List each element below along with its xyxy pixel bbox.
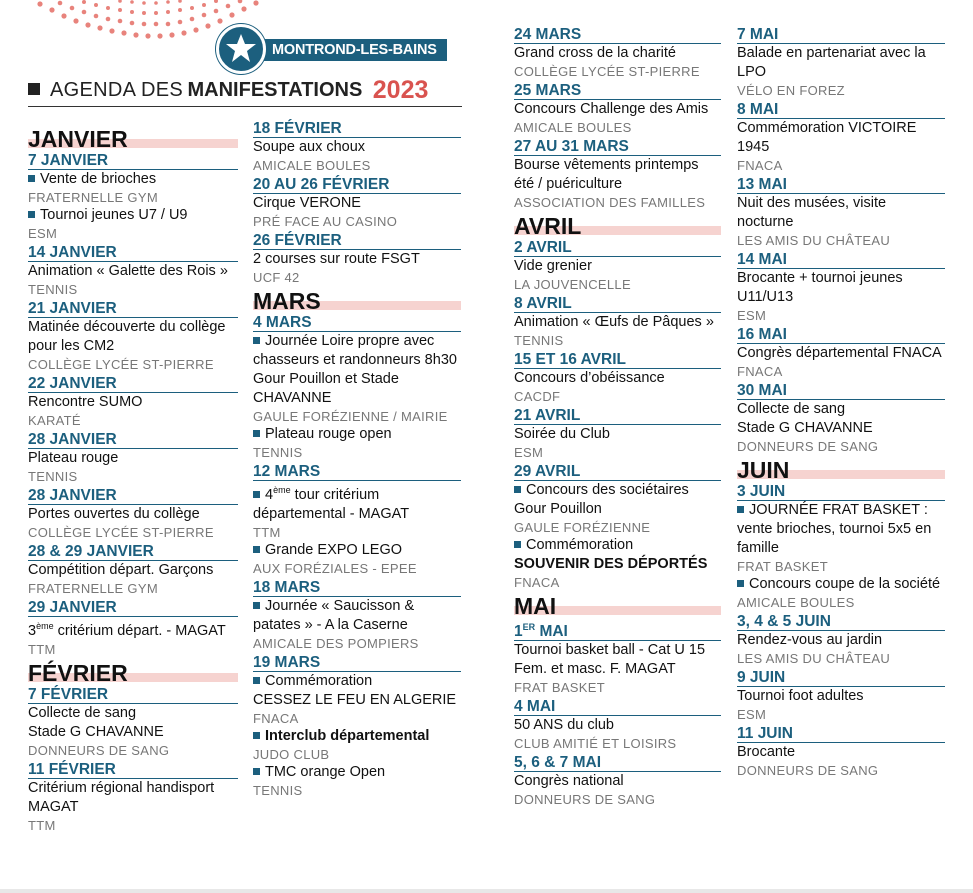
- event-organizer: KARATÉ: [28, 413, 81, 428]
- event-title: Tournoi basket ball - Cat U 15 Fem. et masc. F. MAGAT: [514, 642, 706, 678]
- event-date: 8 AVRIL: [514, 295, 721, 313]
- event-organizer: FRAT BASKET: [737, 559, 828, 574]
- event-title: Tournoi foot adultes: [737, 688, 864, 704]
- event-date: 1ER MAI: [514, 619, 721, 641]
- event-date: 14 MAI: [737, 251, 945, 269]
- bottom-divider: [0, 889, 973, 893]
- bullet-icon: [28, 211, 35, 218]
- event-title: Vente de brioches: [28, 170, 238, 189]
- event-organizer: UCF 42: [253, 270, 300, 285]
- event-date: 4 MAI: [514, 698, 721, 716]
- event-organizer: LES AMIS DU CHÂTEAU: [737, 233, 891, 248]
- event-date: 16 MAI: [737, 326, 945, 344]
- event-title: Rendez-vous au jardin: [737, 632, 883, 648]
- event-title: JOURNÉE FRAT BASKET : vente brioches, tournoi 5x5 en famille: [737, 502, 932, 556]
- event-title: Concours d’obéissance: [514, 370, 665, 386]
- event-title: Balade en partenariat avec la LPO: [737, 45, 926, 80]
- page-title: AGENDA DES MANIFESTATIONS 2023: [28, 76, 462, 107]
- event-date: 11 JUIN: [737, 725, 945, 743]
- event-date: 30 MAI: [737, 382, 945, 400]
- event-title: Concours Challenge des Amis: [514, 101, 709, 117]
- event-date: 14 JANVIER: [28, 244, 238, 262]
- event-date: 19 MARS: [253, 654, 461, 672]
- event-date: 8 MAI: [737, 101, 945, 119]
- event-title: Journée « Saucisson & patates » - A la Caserne: [253, 597, 415, 633]
- event-title: Grand cross de la charité: [514, 45, 676, 61]
- event-title: Nuit des musées, visite nocturne: [737, 195, 887, 230]
- event-title: Grande EXPO LEGO: [253, 541, 461, 560]
- event-title: Animation « Galette des Rois »: [28, 263, 228, 279]
- event-organizer: DONNEURS DE SANG: [28, 742, 170, 758]
- event-date: 7 MAI: [737, 26, 945, 44]
- event-date: 20 AU 26 FÉVRIER: [253, 176, 461, 194]
- bullet-icon: [514, 486, 521, 493]
- event-organizer: TTM: [28, 641, 56, 657]
- event-title: Congrès départemental FNACA: [737, 345, 942, 361]
- event-title: Journée Loire propre avec chasseurs et randonneurs 8h30 Gour Pouillon et Stade CHAVANNE: [253, 333, 457, 406]
- event-title: Interclub départemental: [253, 727, 461, 746]
- event-date: 18 FÉVRIER: [253, 120, 461, 138]
- event-organizer: TENNIS: [28, 282, 78, 297]
- event-organizer: DONNEURS DE SANG: [737, 763, 879, 778]
- event-date: 15 ET 16 AVRIL: [514, 351, 721, 369]
- event-date: 3, 4 & 5 JUIN: [737, 613, 945, 631]
- event-title: Bourse vêtements printemps été / puériculture: [514, 157, 699, 192]
- event-title: Commémoration: [253, 672, 461, 691]
- event-title: Brocante: [737, 744, 796, 760]
- event-date: 24 MARS: [514, 26, 721, 44]
- event-title: 50 ANS du club: [514, 717, 614, 734]
- event-organizer: FRATERNELLE GYM: [28, 581, 158, 596]
- event-title: Congrès national: [514, 773, 624, 790]
- event-title: CESSEZ LE FEU EN ALGERIE: [253, 691, 457, 708]
- column-1: [28, 124, 238, 834]
- event-date: 4 MARS: [253, 314, 461, 332]
- event-title: SOUVENIR DES DÉPORTÉS: [514, 556, 708, 572]
- event-title: Compétition départ. Garçons: [28, 562, 214, 578]
- event-title: Concours des sociétaires Gour Pouillon: [514, 482, 689, 517]
- event-date: 5, 6 & 7 MAI: [514, 754, 721, 772]
- event-title: Animation « Œufs de Pâques »: [514, 314, 714, 330]
- event-organizer: LES AMIS DU CHÂTEAU: [737, 651, 891, 666]
- event-title: Collecte de sang: [28, 704, 137, 721]
- event-date: 25 MARS: [514, 82, 721, 100]
- bullet-icon: [737, 506, 744, 513]
- event-organizer: DONNEURS DE SANG: [737, 439, 879, 454]
- event-title: Brocante + tournoi jeunes U11/U13: [737, 270, 903, 305]
- event-organizer: FRAT BASKET: [514, 680, 605, 696]
- event-organizer: AMICALE BOULES: [514, 120, 632, 135]
- bullet-icon: [253, 602, 260, 609]
- event-organizer: AMICALE BOULES: [253, 158, 371, 173]
- title-square-icon: [28, 83, 40, 95]
- bullet-icon: [253, 491, 260, 498]
- city-banner: MONTROND-LES-BAINS: [258, 39, 447, 61]
- event-organizer: AUX FORÉZIALES - EPEE: [253, 560, 417, 576]
- event-date: 3 JUIN: [737, 483, 945, 501]
- event-date: 12 MARS: [253, 463, 461, 481]
- event-title: Tournoi jeunes U7 / U9: [28, 206, 238, 225]
- event-organizer: ESM: [737, 707, 767, 722]
- event-organizer: ESM: [28, 226, 58, 241]
- event-organizer: JUDO CLUB: [253, 746, 330, 762]
- column-2: [253, 118, 461, 799]
- event-organizer: FNACA: [253, 710, 299, 726]
- year: 2023: [372, 76, 429, 104]
- event-date: 18 MARS: [253, 579, 461, 597]
- star-badge: [216, 24, 266, 74]
- event-title: 3ème critérium départ. - MAGAT: [28, 621, 226, 639]
- bullet-icon: [253, 337, 260, 344]
- event-organizer: PRÉ FACE AU CASINO: [253, 214, 398, 229]
- event-title: Concours coupe de la société: [737, 575, 945, 594]
- event-title: Plateau rouge: [28, 450, 119, 466]
- event-organizer: ESM: [514, 445, 544, 460]
- event-date: 26 FÉVRIER: [253, 232, 461, 250]
- event-title: Commémoration VICTOIRE 1945: [737, 120, 917, 155]
- event-organizer: ESM: [737, 308, 767, 323]
- month-heading: JANVIER: [28, 128, 238, 150]
- bullet-icon: [253, 732, 260, 739]
- event-organizer: FNACA: [737, 364, 783, 379]
- event-organizer: COLLÈGE LYCÉE ST-PIERRE: [28, 357, 214, 372]
- event-organizer: FRATERNELLE GYM: [28, 190, 158, 205]
- event-organizer: DONNEURS DE SANG: [514, 792, 656, 808]
- event-date: 28 JANVIER: [28, 431, 238, 449]
- bullet-icon: [253, 430, 260, 437]
- event-organizer: GAULE FORÉZIENNE / MAIRIE: [253, 409, 448, 424]
- bullet-icon: [514, 541, 521, 548]
- event-date: 28 & 29 JANVIER: [28, 543, 238, 561]
- month-heading: AVRIL: [514, 215, 721, 237]
- event-date: 29 AVRIL: [514, 463, 721, 481]
- event-date: 27 AU 31 MARS: [514, 138, 721, 156]
- event-organizer: TENNIS: [253, 782, 303, 798]
- event-title: Stade G CHAVANNE: [737, 420, 873, 436]
- event-organizer: GAULE FORÉZIENNE: [514, 520, 651, 535]
- event-title: Plateau rouge open: [253, 425, 461, 444]
- event-title: Portes ouvertes du collège: [28, 506, 200, 522]
- event-title: Soirée du Club: [514, 426, 610, 442]
- month-heading: MAI: [514, 595, 721, 617]
- event-organizer: TENNIS: [514, 333, 564, 348]
- event-organizer: TTM: [28, 817, 56, 833]
- event-title: Matinée découverte du collège pour les CM2: [28, 319, 226, 354]
- bullet-icon: [737, 580, 744, 587]
- event-organizer: LA JOUVENCELLE: [514, 277, 631, 292]
- event-title: Soupe aux choux: [253, 139, 366, 155]
- event-organizer: TTM: [253, 524, 281, 540]
- event-title: Rencontre SUMO: [28, 394, 143, 410]
- event-date: 7 FÉVRIER: [28, 686, 238, 704]
- event-date: 28 JANVIER: [28, 487, 238, 505]
- column-4: [737, 24, 945, 779]
- event-organizer: VÉLO EN FOREZ: [737, 83, 845, 98]
- event-date: 21 JANVIER: [28, 300, 238, 318]
- event-title: Commémoration: [514, 536, 721, 555]
- event-date: 29 JANVIER: [28, 599, 238, 617]
- event-date: 13 MAI: [737, 176, 945, 194]
- event-organizer: AMICALE DES POMPIERS: [253, 635, 419, 651]
- column-3: [514, 24, 721, 808]
- event-organizer: COLLÈGE LYCÉE ST-PIERRE: [28, 525, 214, 540]
- bullet-icon: [253, 546, 260, 553]
- event-title: 2 courses sur route FSGT: [253, 251, 420, 267]
- month-heading: MARS: [253, 290, 461, 312]
- bullet-icon: [253, 768, 260, 775]
- event-organizer: AMICALE BOULES: [737, 595, 855, 610]
- event-organizer: CLUB AMITIÉ ET LOISIRS: [514, 736, 677, 752]
- event-title: Collecte de sang: [737, 401, 846, 417]
- event-date: 9 JUIN: [737, 669, 945, 687]
- month-heading: JUIN: [737, 459, 945, 481]
- event-date: 11 FÉVRIER: [28, 761, 238, 779]
- event-title: Stade G CHAVANNE: [28, 723, 164, 740]
- event-organizer: TENNIS: [28, 469, 78, 484]
- event-title: Critérium régional handisport MAGAT: [28, 779, 215, 815]
- month-heading: FÉVRIER: [28, 662, 238, 684]
- event-date: 7 JANVIER: [28, 152, 238, 170]
- event-organizer: COLLÈGE LYCÉE ST-PIERRE: [514, 64, 700, 79]
- event-date: 2 AVRIL: [514, 239, 721, 257]
- event-title: 4ème tour critérium départemental - MAGAT: [253, 485, 410, 522]
- event-title: Cirque VERONE: [253, 195, 361, 211]
- event-title: Vide grenier: [514, 258, 592, 274]
- event-organizer: FNACA: [514, 575, 560, 590]
- event-date: 22 JANVIER: [28, 375, 238, 393]
- bullet-icon: [28, 175, 35, 182]
- event-organizer: FNACA: [737, 158, 783, 173]
- event-organizer: ASSOCIATION DES FAMILLES: [514, 195, 706, 210]
- event-title: TMC orange Open: [253, 763, 461, 782]
- event-organizer: TENNIS: [253, 445, 303, 460]
- event-organizer: CACDF: [514, 389, 561, 404]
- star-icon: [225, 32, 257, 64]
- bullet-icon: [253, 677, 260, 684]
- event-date: 21 AVRIL: [514, 407, 721, 425]
